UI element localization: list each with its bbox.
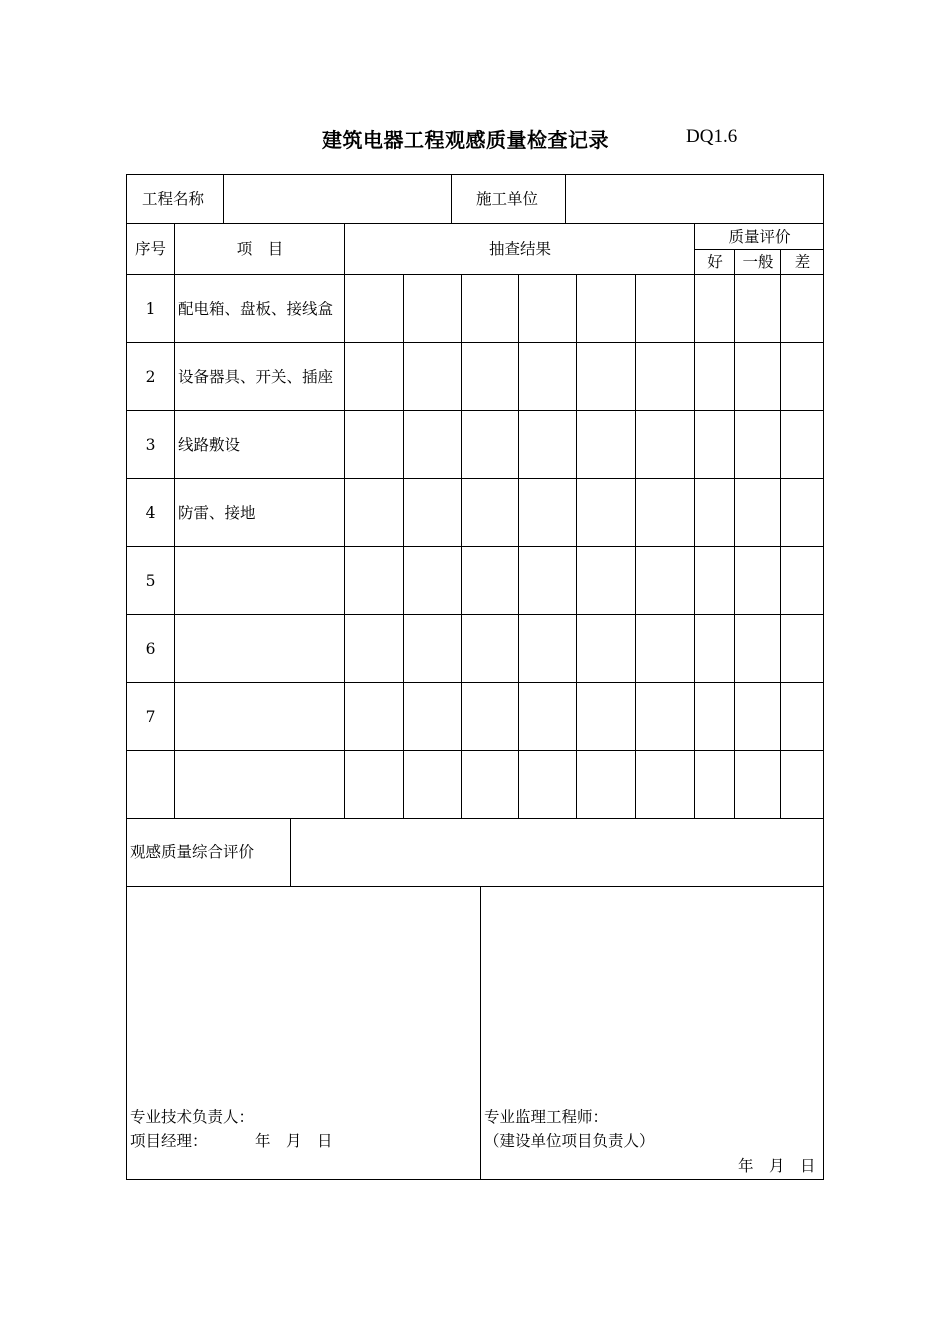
row-line [126,342,824,343]
left-date-label: 年 月 日 [255,1132,333,1150]
row-line [126,410,824,411]
header-bottom-line [126,223,824,224]
header-divider [565,174,566,224]
row-line [126,818,824,819]
row-line [126,682,824,683]
row-seq: 2 [145,368,156,386]
border-left [126,174,127,1180]
row-seq: 1 [145,300,156,318]
rating-subheader-line [694,249,824,250]
technical-lead-label: 专业技术负责人： [130,1108,255,1126]
header-divider [451,174,452,224]
project-name-label: 工程名称 [142,190,205,208]
row-item: 防雷、接地 [178,504,256,522]
normal-right-line [780,249,781,818]
contractor-field[interactable] [568,190,820,208]
row-line [126,478,824,479]
seq-column-header: 序号 [134,240,166,258]
overall-evaluation-field[interactable] [294,843,820,861]
rating-poor-header: 差 [794,253,811,271]
row-item: 配电箱、盘板、接线盒 [178,300,334,318]
item-column-line [344,224,345,818]
overall-divider [290,818,291,886]
column-header-bottom-line [126,274,824,275]
row-line [126,546,824,547]
rating-normal-header: 一般 [742,253,774,271]
item-column-header: 项 目 [236,240,284,258]
overall-evaluation-label: 观感质量综合评价 [130,843,255,861]
overall-bottom-line [126,886,824,887]
project-manager-label: 项目经理： [130,1132,208,1150]
document-code: DQ1.6 [686,126,738,147]
row-seq: 4 [145,504,156,522]
inspection-form [126,174,824,1180]
row-item: 设备器具、开关、插座 [178,368,334,386]
row-item: 线路敷设 [178,436,241,454]
row-line [126,614,824,615]
row-seq: 3 [145,436,156,454]
header-divider [223,174,224,224]
good-right-line [734,249,735,818]
row-seq: 7 [145,708,156,726]
result-column-header: 抽查结果 [488,240,551,258]
border-right [823,174,824,1180]
row-line [126,750,824,751]
border-bottom [126,1179,824,1180]
rating-column-header: 质量评价 [728,228,791,246]
border-top [126,174,824,175]
right-date-label: 年 月 日 [738,1157,816,1175]
project-name-field[interactable] [226,190,448,208]
owner-representative-label: （建设单位项目负责人） [484,1132,655,1150]
rating-good-header: 好 [707,253,723,271]
contractor-label: 施工单位 [476,190,539,208]
supervising-engineer-label: 专业监理工程师： [484,1108,609,1126]
result-right-line [694,224,695,818]
row-seq: 5 [145,572,156,590]
row-seq: 6 [145,640,156,658]
document-title: 建筑电器工程观感质量检查记录 [322,128,609,152]
signature-divider [480,886,481,1180]
